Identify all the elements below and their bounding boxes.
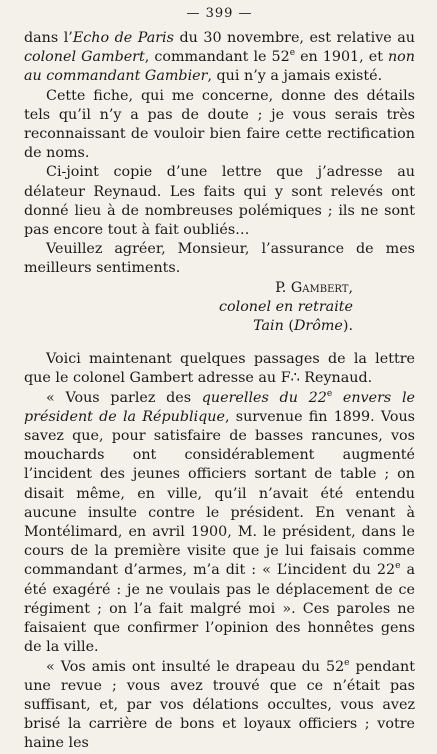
text-run-italic: non au commandant Gambier	[24, 49, 415, 85]
signature-rank	[24, 298, 353, 317]
text-run: du 30 novembre, est relative au	[173, 30, 415, 46]
paragraph-intro-lettre: Voici maintenant quelques passages de la lettre que le colonel Gambert adresse au F∴ Reynaud.	[24, 351, 415, 387]
ordinal-superscript: e	[395, 561, 401, 572]
text-run-italic: envers le président de la République	[24, 389, 415, 425]
text-run: , commandant le 52	[144, 49, 290, 66]
text-run: ,	[348, 279, 353, 296]
text-run: « Vous parlez des	[46, 389, 202, 406]
paragraph-salutation: Veuillez agréer, Monsieur, l’assurance de mes meilleurs sentiments.	[24, 241, 415, 277]
text-run-italic: Tain	[253, 318, 284, 335]
text-run-italic: querelles du 22	[201, 389, 327, 406]
text-run-italic: colonel Gambert	[24, 49, 145, 66]
text-run: , survenue fin 1899. Vous savez que, pour satisfaire de basses rancunes, vos mouchards ont considérablement augmenté l’incident des jeunes officiers sortant de table ; on disait même, en ville, qu’il n’avait été entendu aucune insulte contre le président. En venant à Montélimard, en avril 1900, M. le président, dans le cours de la première visite que je lui faisais comme commandant d’armes, m’a dit : « L’incident du 22	[24, 408, 416, 579]
text-run: , qui n’y a jamais existé.	[207, 68, 383, 85]
text-run-italic: colonel en retraite	[219, 298, 353, 315]
text-run: pendant une revue ; vous avez trouvé que ce n’était pas suffisant, et, par vos délations occultes, vous avez brisé la carrière de bons et loyaux officiers ; votre haine les	[24, 658, 415, 752]
text-run: dans l’	[24, 30, 73, 46]
text-run: en 1901, et	[295, 49, 388, 66]
text-run: « Vos amis ont insulté le drapeau du 52	[46, 658, 345, 675]
signature-location	[24, 317, 353, 336]
text-run-italic: Drôme	[293, 318, 343, 335]
signature-name	[24, 279, 353, 298]
text-run: ).	[342, 318, 353, 335]
text-run: (	[283, 318, 294, 335]
text-run: a été exagéré : je ne voulais pas le déplacement de ce régiment ; on l’a fait malgré moi ». Ces paroles ne faisaient que confirmer l’opinion des honnêtes gens de la ville.	[24, 562, 415, 656]
newspaper-title: Echo de Paris	[72, 30, 174, 46]
ordinal-superscript: e	[289, 48, 296, 59]
signature-block	[24, 279, 415, 337]
ordinal-superscript: e	[326, 388, 333, 399]
paragraph-fiche: Cette fiche, qui me concerne, donne des détails tels qu’il n’y a pas de doute ; je vous serais très reconnaissant de vouloir bien faire cette rectification de noms.	[24, 87, 415, 162]
paragraph-echo	[24, 29, 415, 87]
text-run: P.	[275, 279, 291, 296]
paragraph-drapeau	[24, 658, 415, 754]
page-number: — 399 —	[186, 6, 253, 21]
paragraph-copie: Ci-joint copie d’une lettre que j’adresse au délateur Reynaud. Les faits qui y sont relevés ont donné lieu à de nombreuses polémiques ; ils ne sont pas encore tout à fait oubliés…	[24, 164, 415, 239]
ordinal-superscript: e	[344, 657, 350, 668]
spacer	[24, 336, 415, 350]
paragraph-querelles	[24, 389, 415, 658]
signature-surname: Gambert	[290, 279, 349, 296]
